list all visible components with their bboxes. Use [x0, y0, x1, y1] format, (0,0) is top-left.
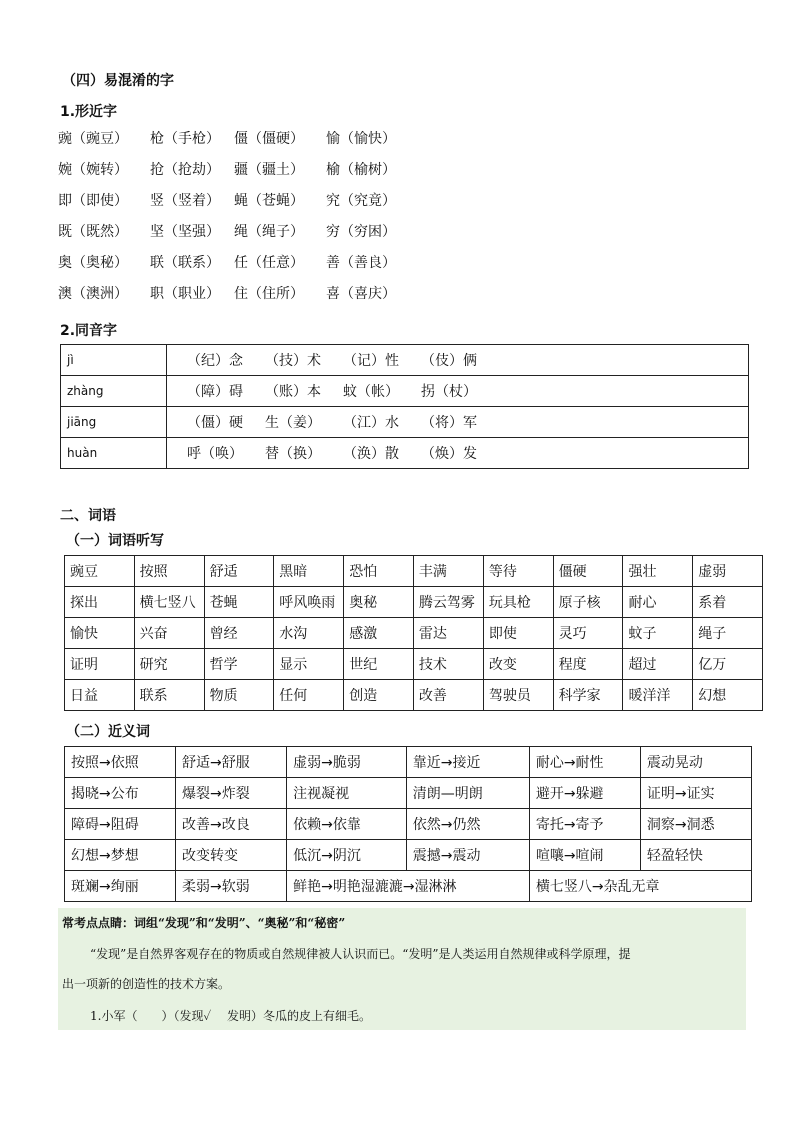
synonym-cell: 改善→改良: [176, 809, 287, 840]
word-cell: 技术: [413, 649, 483, 680]
table-row: [65, 809, 752, 840]
similar-chars-row: [58, 128, 398, 159]
table-row: [65, 649, 763, 680]
synonym-cell: 虚弱→脆弱: [287, 747, 407, 778]
word-cell: 耐心: [623, 587, 693, 618]
word-cell: 物质: [204, 680, 274, 711]
word-cell: 世纪: [344, 649, 414, 680]
synonym-cell: 障碍→阻碍: [65, 809, 176, 840]
synonym-cell: 爆裂→炸裂: [176, 778, 287, 809]
homophone-table: [60, 344, 749, 469]
homophone-word: （江）水: [343, 415, 399, 431]
homophone-word: （伎）俩: [421, 353, 477, 369]
synonym-cell: 鲜艳→明艳湿漉漉→湿淋淋: [287, 871, 530, 902]
table-row: [61, 345, 749, 376]
word-cell: 研究: [134, 649, 204, 680]
subsection-heading-similar: 1.形近字: [60, 104, 118, 120]
similar-chars-grid: [58, 128, 398, 314]
homophone-word: 生（姜）: [265, 415, 321, 431]
synonym-cell: 轻盈轻快: [640, 840, 751, 871]
synonym-cell: 柔弱→软弱: [176, 871, 287, 902]
similar-char: 喜（喜庆）: [326, 286, 396, 302]
word-cell: 曾经: [204, 618, 274, 649]
synonym-cell: 震动晃动: [640, 747, 751, 778]
section-heading-words: 二、词语: [60, 508, 116, 524]
similar-char: 穷（穷困）: [326, 224, 396, 240]
homophone-word: 蚊（帐）: [343, 384, 399, 400]
word-cell: 改变: [483, 649, 553, 680]
table-row: [61, 438, 749, 469]
section-heading: （四）易混淆的字: [62, 73, 174, 89]
similar-char: 疆（疆土）: [234, 162, 304, 178]
synonym-cell: 幻想→梦想: [65, 840, 176, 871]
word-cell: 显示: [274, 649, 344, 680]
pinyin-cell: zhàng: [61, 376, 167, 407]
word-cell: 强壮: [623, 556, 693, 587]
word-cell: 等待: [483, 556, 553, 587]
word-cell: 横七竖八: [134, 587, 204, 618]
similar-char: 住（住所）: [234, 286, 304, 302]
similar-char: 澳（澳洲）: [58, 286, 128, 302]
similar-chars-row: [58, 252, 398, 283]
synonym-cell: 靠近→接近: [406, 747, 529, 778]
word-cell: 水沟: [274, 618, 344, 649]
pinyin-cell: jiāng: [61, 407, 167, 438]
word-cell: 感激: [344, 618, 414, 649]
table-row: [65, 840, 752, 871]
similar-char: 绳（绳子）: [234, 224, 304, 240]
synonym-cell: 舒适→舒服: [176, 747, 287, 778]
similar-char: 联（联系）: [150, 255, 220, 271]
word-cell: 兴奋: [134, 618, 204, 649]
tip-text-line: 出一项新的创造性的技术方案。: [62, 977, 231, 991]
similar-char: 豌（豌豆）: [58, 131, 128, 147]
tip-question: 1.小军（ ）（发现✓ 发明）冬瓜的皮上有细毛。: [90, 1009, 372, 1023]
homophone-cell: [167, 345, 749, 376]
homophone-word: （技）术: [265, 353, 321, 369]
homophone-cell: [167, 407, 749, 438]
table-row: [61, 407, 749, 438]
word-cell: 雷达: [413, 618, 483, 649]
word-cell: 程度: [553, 649, 623, 680]
homophone-word: （将）军: [421, 415, 477, 431]
similar-char: 善（善良）: [326, 255, 396, 271]
word-cell: 按照: [134, 556, 204, 587]
synonym-cell: 改变转变: [176, 840, 287, 871]
homophone-word: 替（换）: [265, 446, 321, 462]
homophone-word: （账）本: [265, 384, 321, 400]
word-cell: 哲学: [204, 649, 274, 680]
synonym-cell: 洞察→洞悉: [640, 809, 751, 840]
synonym-cell: 证明→证实: [640, 778, 751, 809]
homophone-word: （僵）硬: [187, 415, 243, 431]
subsection-heading-homophones: 2.同音字: [60, 323, 118, 339]
homophone-word: 呼（唤）: [187, 446, 243, 462]
synonym-cell: 耐心→耐性: [529, 747, 640, 778]
word-cell: 僵硬: [553, 556, 623, 587]
tip-title: 常考点点睛：词组“发现”和“发明”、“奥秘”和“秘密”: [62, 916, 346, 930]
homophone-word: 拐（杖）: [421, 384, 477, 400]
word-cell: 苍蝇: [204, 587, 274, 618]
word-cell: 证明: [65, 649, 135, 680]
word-cell: 任何: [274, 680, 344, 711]
word-cell: 联系: [134, 680, 204, 711]
table-row: [65, 747, 752, 778]
similar-char: 婉（婉转）: [58, 162, 128, 178]
homophone-word: （涣）散: [343, 446, 399, 462]
table-row: [65, 871, 752, 902]
similar-char: 任（任意）: [234, 255, 304, 271]
table-row: [65, 618, 763, 649]
word-cell: 豌豆: [65, 556, 135, 587]
word-cell: 即使: [483, 618, 553, 649]
synonym-cell: 喧嚷→喧闹: [529, 840, 640, 871]
homophone-word: （焕）发: [421, 446, 477, 462]
word-cell: 灵巧: [553, 618, 623, 649]
similar-char: 抢（抢劫）: [150, 162, 220, 178]
word-cell: 蚊子: [623, 618, 693, 649]
word-cell: 腾云驾雾: [413, 587, 483, 618]
synonym-cell: 震撼→震动: [406, 840, 529, 871]
word-cell: 呼风唤雨: [274, 587, 344, 618]
dictation-table: [64, 555, 763, 711]
similar-char: 职（职业）: [150, 286, 220, 302]
similar-char: 枪（手枪）: [150, 131, 220, 147]
word-cell: 原子核: [553, 587, 623, 618]
synonym-cell: 按照→依照: [65, 747, 176, 778]
synonym-cell: 依然→仍然: [406, 809, 529, 840]
synonym-cell: 斑斓→绚丽: [65, 871, 176, 902]
similar-chars-row: [58, 190, 398, 221]
word-cell: 奥秘: [344, 587, 414, 618]
similar-char: 榆（榆树）: [326, 162, 396, 178]
word-cell: 愉快: [65, 618, 135, 649]
synonym-table: [64, 746, 752, 902]
subsection-heading-synonyms: （二）近义词: [66, 724, 150, 740]
synonym-cell: 低沉→阴沉: [287, 840, 407, 871]
table-row: [65, 587, 763, 618]
word-cell: 玩具枪: [483, 587, 553, 618]
similar-char: 愉（愉快）: [326, 131, 396, 147]
synonym-cell: 寄托→寄予: [529, 809, 640, 840]
subsection-heading-dictation: （一）词语听写: [66, 533, 164, 549]
word-cell: 暖洋洋: [623, 680, 693, 711]
word-cell: 创造: [344, 680, 414, 711]
word-cell: 恐怕: [344, 556, 414, 587]
tip-box: [58, 908, 746, 1030]
synonym-cell: 依赖→依靠: [287, 809, 407, 840]
homophone-cell: [167, 438, 749, 469]
word-cell: 黑暗: [274, 556, 344, 587]
homophone-cell: [167, 376, 749, 407]
word-cell: 超过: [623, 649, 693, 680]
word-cell: 改善: [413, 680, 483, 711]
similar-char: 竖（竖着）: [150, 193, 220, 209]
word-cell: 绳子: [693, 618, 763, 649]
table-row: [65, 778, 752, 809]
word-cell: 丰满: [413, 556, 483, 587]
similar-char: 即（即使）: [58, 193, 128, 209]
tip-text-line: “发现”是自然界客观存在的物质或自然规律被人认识而已。“发明”是人类运用自然规律或科学原理，提: [90, 947, 631, 961]
pinyin-cell: huàn: [61, 438, 167, 469]
similar-char: 蝇（苍蝇）: [234, 193, 304, 209]
word-cell: 驾驶员: [483, 680, 553, 711]
similar-char: 既（既然）: [58, 224, 128, 240]
similar-chars-row: [58, 159, 398, 190]
similar-chars-row: [58, 283, 398, 314]
synonym-cell: 横七竖八→杂乱无章: [529, 871, 751, 902]
word-cell: 探出: [65, 587, 135, 618]
table-row: [61, 376, 749, 407]
table-row: [65, 556, 763, 587]
similar-char: 究（究竟）: [326, 193, 396, 209]
similar-char: 坚（坚强）: [150, 224, 220, 240]
synonym-cell: 注视凝视: [287, 778, 407, 809]
pinyin-cell: jì: [61, 345, 167, 376]
homophone-word: （记）性: [343, 353, 399, 369]
homophone-word: （障）碍: [187, 384, 243, 400]
synonym-cell: 避开→躲避: [529, 778, 640, 809]
synonym-cell: 清朗—明朗: [406, 778, 529, 809]
homophone-word: （纪）念: [187, 353, 243, 369]
word-cell: 系着: [693, 587, 763, 618]
similar-char: 僵（僵硬）: [234, 131, 304, 147]
word-cell: 科学家: [553, 680, 623, 711]
table-row: [65, 680, 763, 711]
similar-char: 奥（奥秘）: [58, 255, 128, 271]
word-cell: 亿万: [693, 649, 763, 680]
synonym-cell: 揭晓→公布: [65, 778, 176, 809]
similar-chars-row: [58, 221, 398, 252]
word-cell: 虚弱: [693, 556, 763, 587]
word-cell: 幻想: [693, 680, 763, 711]
word-cell: 舒适: [204, 556, 274, 587]
word-cell: 日益: [65, 680, 135, 711]
